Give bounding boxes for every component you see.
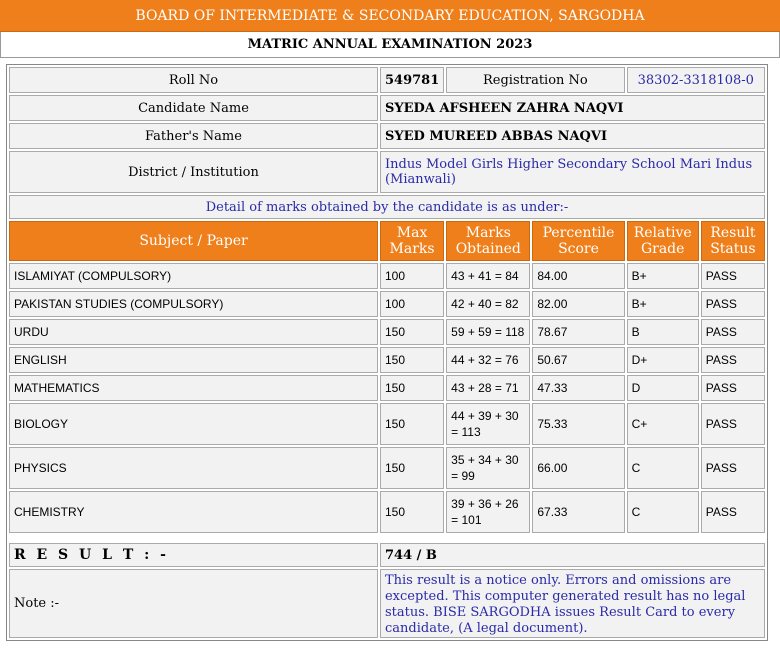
header-status: Result Status [701,221,765,261]
max-marks-cell: 150 [380,375,444,401]
subject-cell: ENGLISH [9,347,378,373]
exam-title: MATRIC ANNUAL EXAMINATION 2023 [0,32,780,58]
result-label: R E S U L T : - [9,543,378,567]
table-header-row [9,221,765,261]
percentile-cell: 50.67 [532,347,624,373]
marks-obtained-cell: 43 + 41 = 84 [446,263,530,289]
header-percentile: Percentile Score [532,221,624,261]
status-cell: PASS [701,347,765,373]
marks-obtained-cell: 59 + 59 = 118 [446,319,530,345]
district-label: District / Institution [9,151,378,193]
grade-cell: C [627,491,699,533]
subject-cell: ISLAMIYAT (COMPULSORY) [9,263,378,289]
grade-cell: B+ [627,263,699,289]
max-marks-cell: 150 [380,491,444,533]
percentile-cell: 75.33 [532,403,624,445]
max-marks-cell: 150 [380,347,444,373]
status-cell: PASS [701,375,765,401]
subject-cell: MATHEMATICS [9,375,378,401]
grade-cell: C [627,447,699,489]
table-row [9,403,765,445]
board-banner: BOARD OF INTERMEDIATE & SECONDARY EDUCATION, SARGODHA [0,0,780,32]
marks-obtained-cell: 42 + 40 = 82 [446,291,530,317]
subject-cell: PAKISTAN STUDIES (COMPULSORY) [9,291,378,317]
max-marks-cell: 150 [380,319,444,345]
subject-cell: PHYSICS [9,447,378,489]
table-row [9,263,765,289]
father-name-label: Father's Name [9,123,378,149]
grade-cell: B [627,319,699,345]
percentile-cell: 84.00 [532,263,624,289]
result-value: 744 / B [380,543,765,567]
marks-obtained-cell: 35 + 34 + 30 = 99 [446,447,530,489]
result-card [6,64,768,641]
registration-value: 38302-3318108-0 [627,67,765,93]
district-value: Indus Model Girls Higher Secondary School Mari Indus (Mianwali) [380,151,765,193]
roll-label: Roll No [9,67,378,93]
table-row [9,291,765,317]
roll-value: 549781 [380,67,444,93]
max-marks-cell: 100 [380,291,444,317]
detail-caption: Detail of marks obtained by the candidate is as under:- [9,195,765,219]
percentile-cell: 78.67 [532,319,624,345]
marks-obtained-cell: 43 + 28 = 71 [446,375,530,401]
grade-cell: B+ [627,291,699,317]
registration-label: Registration No [446,67,624,93]
marks-obtained-cell: 44 + 32 = 76 [446,347,530,373]
percentile-cell: 66.00 [532,447,624,489]
header-subject: Subject / Paper [9,221,378,261]
grade-cell: C+ [627,403,699,445]
header-marks-obtained: Marks Obtained [446,221,530,261]
note-label: Note :- [9,569,378,638]
grade-cell: D+ [627,347,699,373]
table-row [9,447,765,489]
status-cell: PASS [701,291,765,317]
note-text: This result is a notice only. Errors and omissions are excepted. This computer generated result has no legal status. BISE SARGODHA issues Result Card to every candidate, (A legal document). [380,569,765,638]
header-grade: Relative Grade [627,221,699,261]
candidate-name-value: SYEDA AFSHEEN ZAHRA NAQVI [380,95,765,121]
subject-cell: BIOLOGY [9,403,378,445]
percentile-cell: 82.00 [532,291,624,317]
header-max-marks: Max Marks [380,221,444,261]
percentile-cell: 47.33 [532,375,624,401]
table-row [9,319,765,345]
percentile-cell: 67.33 [532,491,624,533]
marks-obtained-cell: 44 + 39 + 30 = 113 [446,403,530,445]
subject-rows [9,263,765,533]
table-row [9,347,765,373]
max-marks-cell: 100 [380,263,444,289]
father-name-value: SYED MUREED ABBAS NAQVI [380,123,765,149]
max-marks-cell: 150 [380,447,444,489]
table-row [9,375,765,401]
result-table [7,65,767,640]
status-cell: PASS [701,403,765,445]
status-cell: PASS [701,447,765,489]
status-cell: PASS [701,491,765,533]
marks-obtained-cell: 39 + 36 + 26 = 101 [446,491,530,533]
candidate-name-label: Candidate Name [9,95,378,121]
max-marks-cell: 150 [380,403,444,445]
status-cell: PASS [701,319,765,345]
table-row [9,491,765,533]
subject-cell: URDU [9,319,378,345]
grade-cell: D [627,375,699,401]
subject-cell: CHEMISTRY [9,491,378,533]
status-cell: PASS [701,263,765,289]
